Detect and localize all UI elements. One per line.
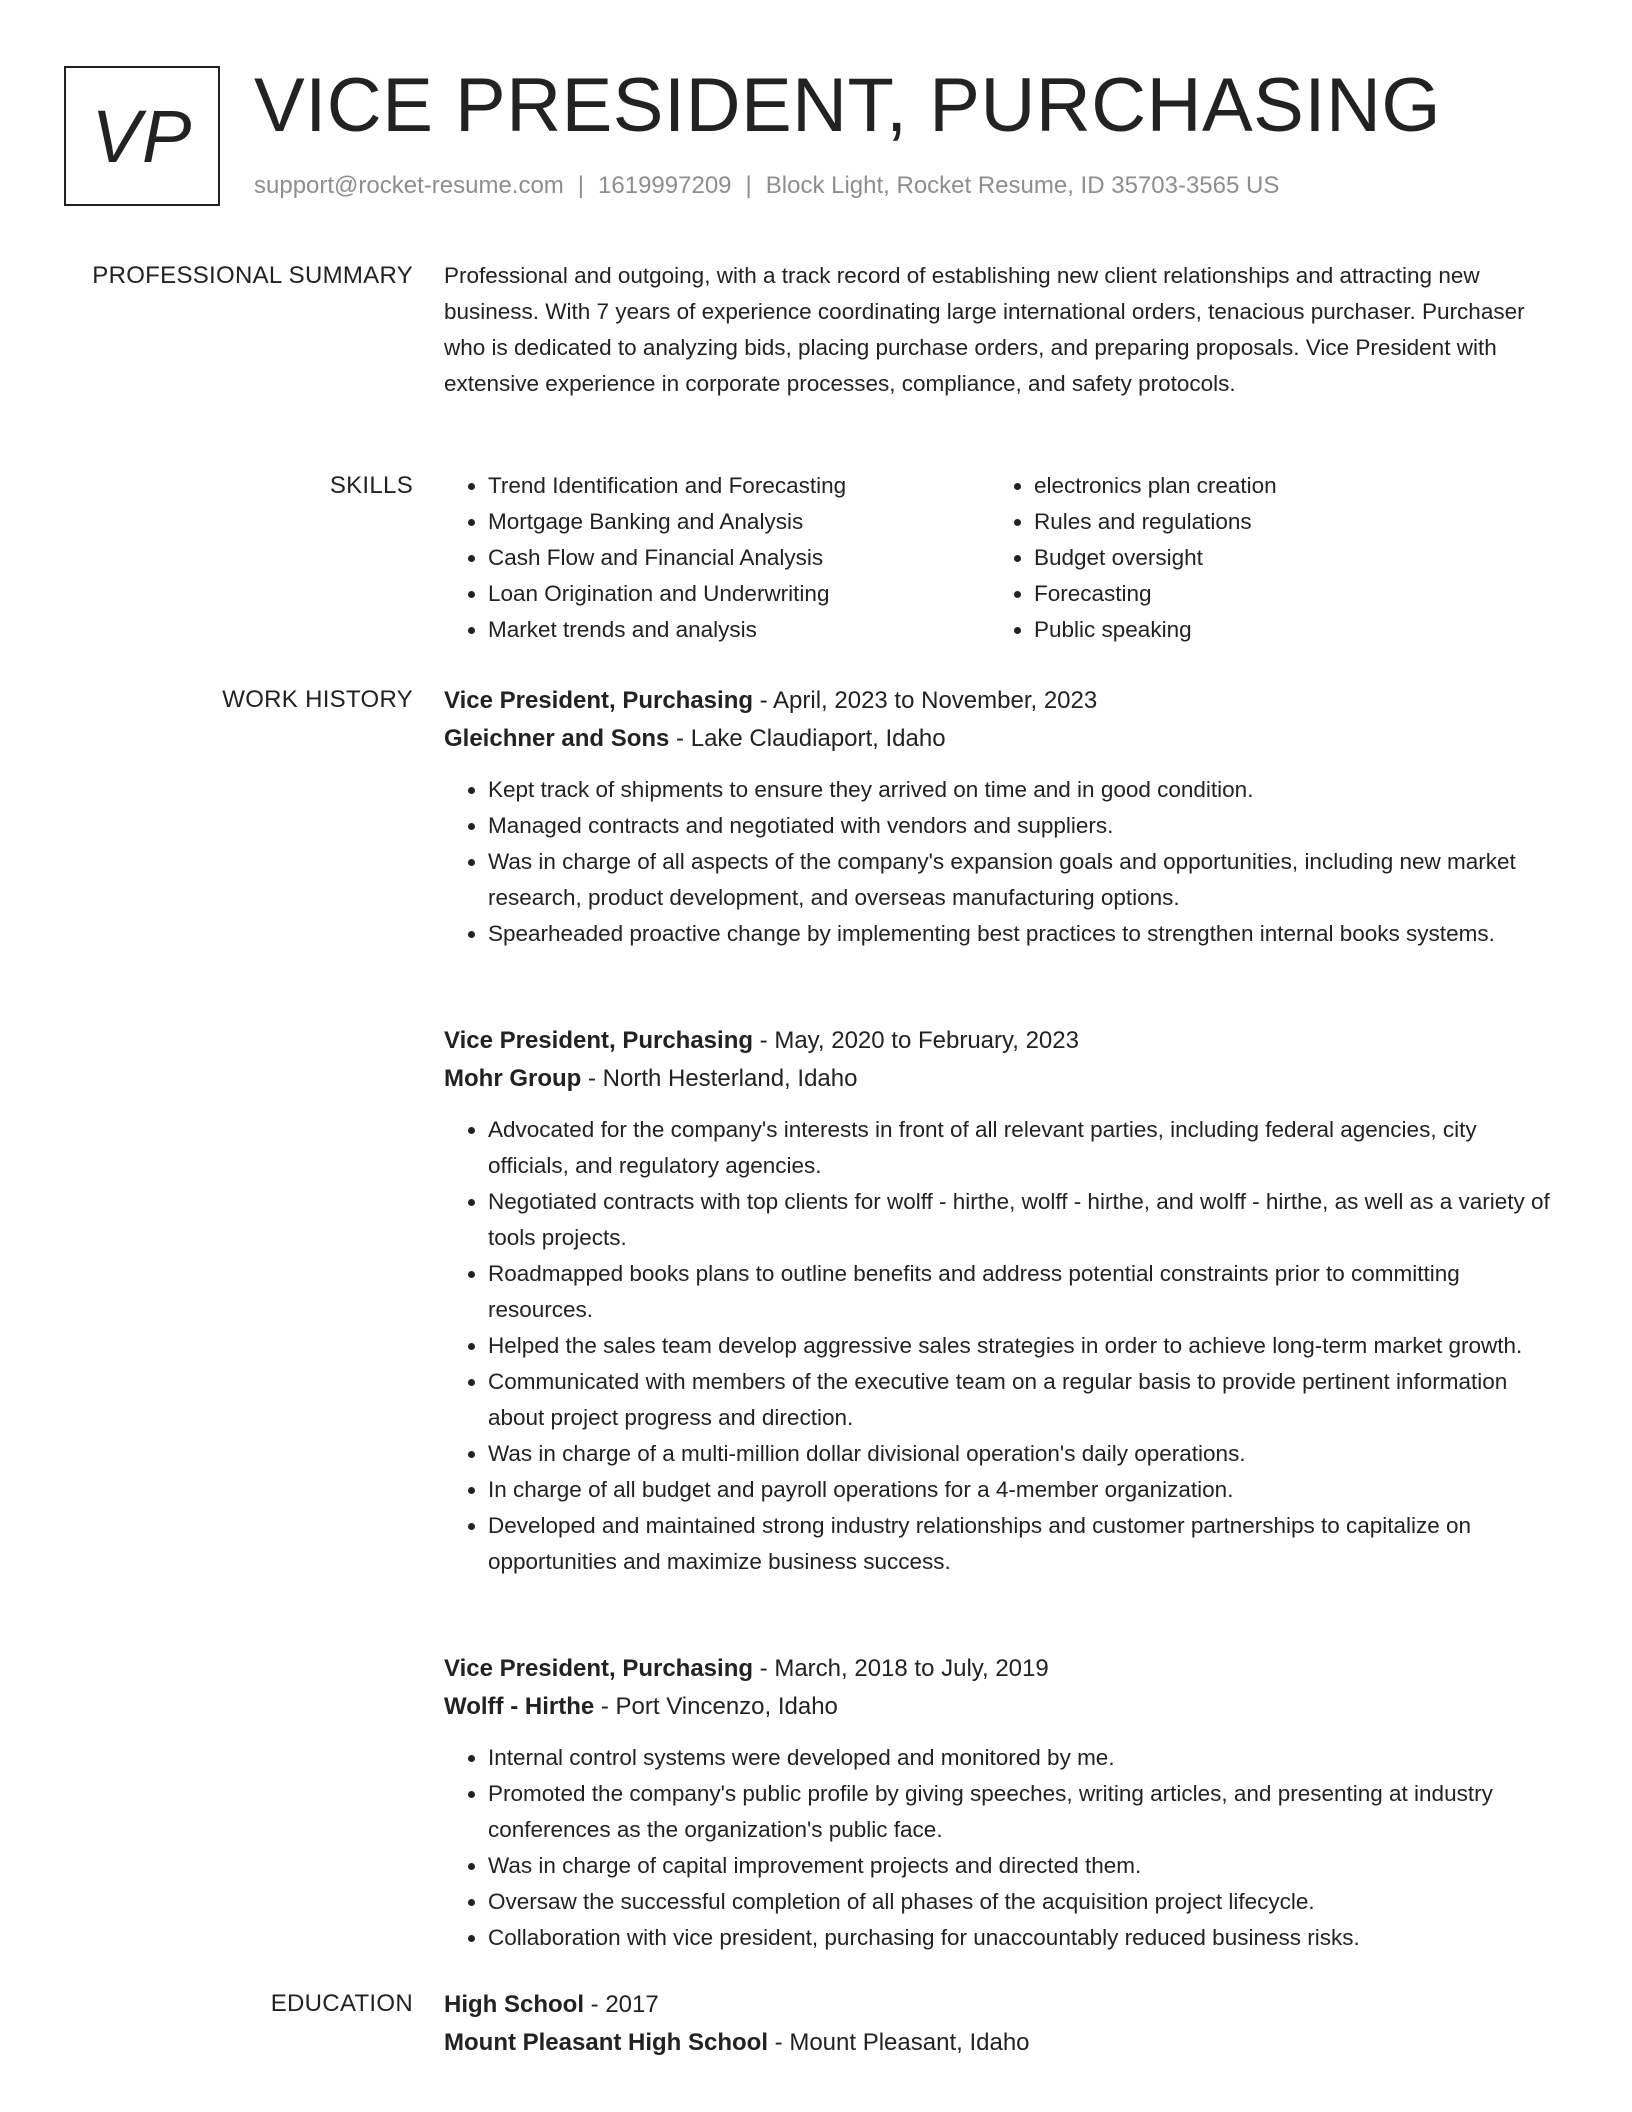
- job-company: Wolff - Hirthe: [444, 1693, 595, 1720]
- work-history-body: [444, 682, 1554, 1972]
- job-title-line: [444, 1650, 1554, 1688]
- summary-body: [444, 258, 1554, 402]
- resume-header: [64, 63, 1564, 226]
- job-bullet: • Oversaw the successful completion of all phases of the acquisition project lifecycle.: [488, 1884, 1554, 1920]
- education-school: Mount Pleasant High School: [444, 2029, 769, 2056]
- job-bullet: • Negotiated contracts with top clients for wolff - hirthe, wolff - hirthe, and wolff - hirthe, as well as a variety of tools projects.: [488, 1184, 1554, 1256]
- section-label-work-history: WORK HISTORY: [222, 686, 413, 713]
- job-title-line: [444, 1022, 1554, 1060]
- job-entry: [444, 1650, 1554, 1956]
- job-bullets: [444, 1112, 1554, 1580]
- job-location: - Port Vincenzo, Idaho: [594, 1693, 838, 1720]
- job-company: Gleichner and Sons: [444, 725, 670, 752]
- job-dates: - May, 2020 to February, 2023: [753, 1027, 1079, 1054]
- job-bullet: • Internal control systems were developed and monitored by me.: [488, 1740, 1554, 1776]
- education-location: - Mount Pleasant, Idaho: [768, 2029, 1030, 2056]
- monogram-logo: VP: [64, 66, 220, 206]
- job-title: Vice President, Purchasing: [444, 1655, 754, 1682]
- job-company-line: [444, 1688, 1554, 1726]
- skill-item: • Cash Flow and Financial Analysis: [488, 540, 990, 576]
- skill-item: • Loan Origination and Underwriting: [488, 576, 990, 612]
- contact-line: [254, 172, 1279, 200]
- skill-item: • Market trends and analysis: [488, 612, 990, 648]
- contact-separator: |: [745, 172, 752, 199]
- job-entry: [444, 682, 1554, 952]
- education-body: [444, 1986, 1554, 2062]
- job-title: Vice President, Purchasing: [444, 687, 754, 714]
- section-label-summary: PROFESSIONAL SUMMARY: [92, 262, 413, 289]
- job-bullet: • In charge of all budget and payroll operations for a 4-member organization.: [488, 1472, 1554, 1508]
- skill-item: • Trend Identification and Forecasting: [488, 468, 990, 504]
- job-bullet: • Was in charge of capital improvement projects and directed them.: [488, 1848, 1554, 1884]
- section-label-education: EDUCATION: [270, 1990, 413, 2017]
- job-bullet: • Promoted the company's public profile by giving speeches, writing articles, and presenting at industry conferences as the organization's public face.: [488, 1776, 1554, 1848]
- contact-separator: |: [577, 172, 585, 199]
- page-title: VICE PRESIDENT, PURCHASING: [254, 63, 1441, 148]
- skill-item: • Forecasting: [1034, 576, 1510, 612]
- job-bullet: • Helped the sales team develop aggressive sales strategies in order to achieve long-term market growth.: [488, 1328, 1554, 1364]
- skills-body: [444, 468, 1554, 648]
- contact-email[interactable]: support@rocket-resume.com: [254, 172, 564, 199]
- education-year: - 2017: [584, 1991, 659, 2018]
- job-bullets: [444, 1740, 1554, 1956]
- job-dates: - April, 2023 to November, 2023: [753, 687, 1098, 714]
- job-company-line: [444, 720, 1554, 758]
- contact-address: Block Light, Rocket Resume, ID 35703-3565 US: [765, 172, 1280, 199]
- skill-item: • Budget oversight: [1034, 540, 1510, 576]
- job-location: - Lake Claudiaport, Idaho: [669, 725, 946, 752]
- contact-phone[interactable]: 1619997209: [598, 172, 732, 199]
- education-degree-line: [444, 1986, 1554, 2024]
- section-label-skills: SKILLS: [329, 472, 413, 499]
- education-degree: High School: [444, 1991, 584, 2018]
- job-dates: - March, 2018 to July, 2019: [753, 1655, 1049, 1682]
- job-bullet: • Advocated for the company's interests in front of all relevant parties, including federal agencies, city officials, and regulatory agencies.: [488, 1112, 1554, 1184]
- job-bullet: • Developed and maintained strong industry relationships and customer partnerships to capitalize on opportunities and maximize business success.: [488, 1508, 1554, 1580]
- job-company-line: [444, 1060, 1554, 1098]
- job-bullet: • Collaboration with vice president, purchasing for unaccountably reduced business risks.: [488, 1920, 1554, 1956]
- skill-item: • Mortgage Banking and Analysis: [488, 504, 990, 540]
- summary-text: Professional and outgoing, with a track record of establishing new client relationships and attracting new business. With 7 years of experience coordinating large international orders, tenacious purchaser. Purchaser who is dedicated to analyzing bids, placing purchase orders, and preparing proposals. Vice President with extensive experience in corporate processes, compliance, and safety protocols.: [444, 263, 1525, 396]
- job-entry: [444, 1022, 1554, 1580]
- job-bullet: • Managed contracts and negotiated with vendors and suppliers.: [488, 808, 1554, 844]
- job-bullet: • Kept track of shipments to ensure they arrived on time and in good condition.: [488, 772, 1554, 808]
- job-bullet: • Was in charge of all aspects of the company's expansion goals and opportunities, including new market research, product development, and overseas manufacturing options.: [488, 844, 1554, 916]
- job-title-line: [444, 682, 1554, 720]
- skills-list-left: [444, 468, 990, 648]
- skill-item: • Rules and regulations: [1034, 504, 1510, 540]
- job-company: Mohr Group: [444, 1065, 582, 1092]
- job-bullet: • Roadmapped books plans to outline benefits and address potential constraints prior to committing resources.: [488, 1256, 1554, 1328]
- job-bullet: • Communicated with members of the executive team on a regular basis to provide pertinent information about project progress and direction.: [488, 1364, 1554, 1436]
- job-title: Vice President, Purchasing: [444, 1027, 754, 1054]
- skill-item: • Public speaking: [1034, 612, 1510, 648]
- job-location: - North Hesterland, Idaho: [581, 1065, 858, 1092]
- job-bullets: [444, 772, 1554, 952]
- job-bullet: • Was in charge of a multi-million dollar divisional operation's daily operations.: [488, 1436, 1554, 1472]
- education-school-line: [444, 2024, 1554, 2062]
- skill-item: • electronics plan creation: [1034, 468, 1510, 504]
- job-bullet: • Spearheaded proactive change by implementing best practices to strengthen internal books systems.: [488, 916, 1554, 952]
- skills-list-right: [990, 468, 1510, 648]
